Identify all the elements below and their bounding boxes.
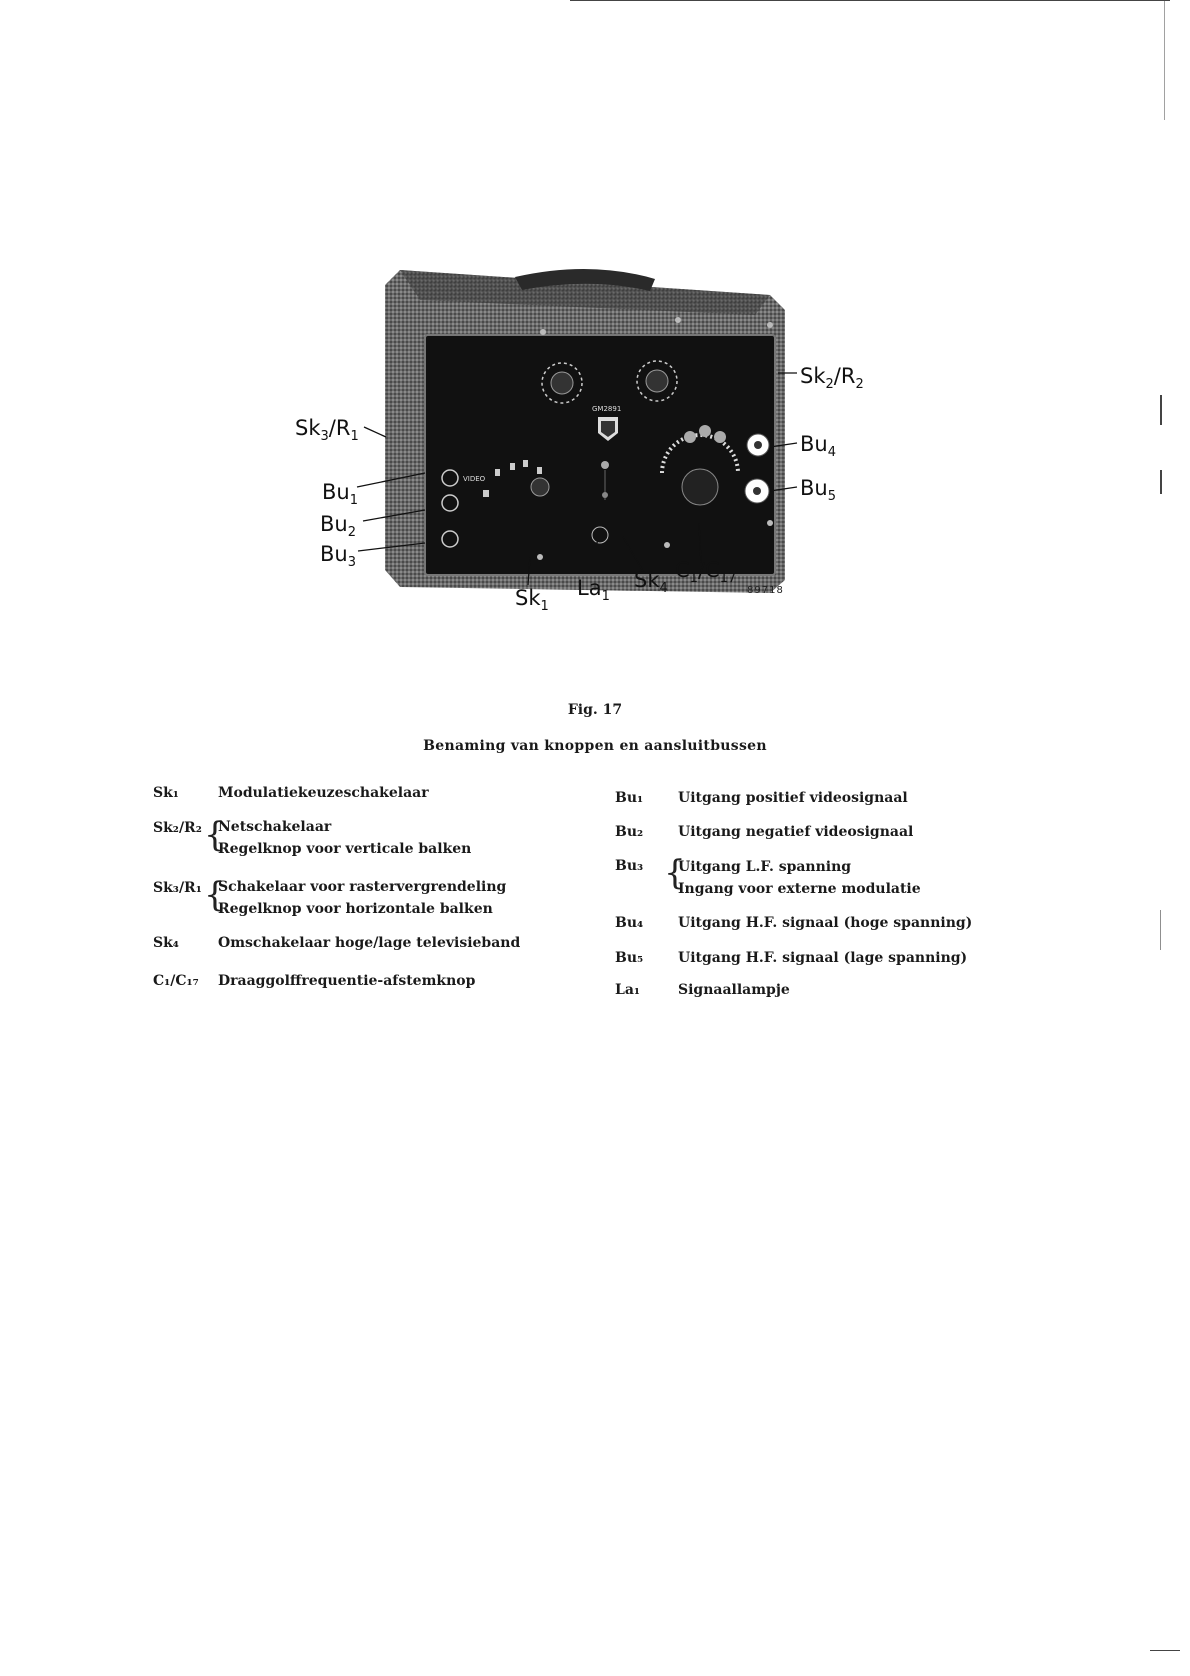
legend-text: Uitgang negatief videosignaal — [678, 824, 914, 840]
device-photo — [295, 255, 920, 675]
callout-bu1: $Bu_1$ — [322, 480, 358, 508]
legend-code: Sk₄ — [153, 935, 179, 951]
panel-video-label: VIDEO — [463, 475, 486, 483]
legend-left — [153, 785, 613, 1005]
callout-bu4: $Bu_4$ — [800, 432, 836, 460]
legend-code: Sk₃/R₁ — [153, 880, 202, 896]
scan-mark — [1160, 910, 1161, 950]
callout-bu3: $Bu_3$ — [320, 542, 356, 570]
legend-text: Signaallampje — [678, 982, 790, 998]
callout-bu5: $Bu_5$ — [800, 476, 836, 504]
legend-text: Uitgang L.F. spanning — [678, 859, 852, 875]
legend-brace: { — [204, 815, 226, 855]
legend-code: Bu₄ — [615, 915, 644, 931]
legend-code: Bu₅ — [615, 950, 644, 966]
legend-code: Sk₁ — [153, 785, 179, 801]
legend-right — [615, 790, 1035, 1010]
figure-subcaption: Benaming van knoppen en aansluitbussen — [423, 738, 767, 754]
legend-code: Sk₂/R₂ — [153, 820, 202, 836]
scan-mark — [1160, 470, 1162, 494]
legend-code: Bu₁ — [615, 790, 644, 806]
legend-text: Regelknop voor horizontale balken — [218, 901, 493, 917]
callout-sk1: $Sk_1$ — [515, 586, 549, 614]
callout-bu2: $Bu_2$ — [320, 512, 356, 540]
legend-text: Uitgang H.F. signaal (hoge spanning) — [678, 915, 973, 931]
legend-code: Bu₃ — [615, 858, 644, 874]
callout-c1-c17: $C_1/C_{17}$ — [675, 558, 737, 586]
panel-badge-text: GM2891 — [592, 405, 622, 413]
legend-text: Draaggolffrequentie-afstemknop — [218, 973, 476, 989]
device-photo-svg — [295, 255, 920, 675]
scan-mark — [1150, 1650, 1180, 1651]
scan-mark — [1160, 395, 1162, 425]
scan-edge-top — [570, 0, 1170, 1]
callout-sk4: $Sk_4$ — [634, 568, 668, 596]
callout-sk3-r1: $Sk_3/R_1$ — [295, 416, 359, 444]
legend-text: Omschakelaar hoge/lage televisieband — [218, 935, 521, 951]
front-panel — [425, 335, 775, 575]
legend-text: Ingang voor externe modulatie — [678, 881, 921, 897]
legend-text: Regelknop voor verticale balken — [218, 841, 472, 857]
legend-brace: { — [664, 853, 686, 893]
legend-code: Bu₂ — [615, 824, 644, 840]
figure-caption: Fig. 17 — [567, 702, 623, 718]
legend-text: Netschakelaar — [218, 819, 332, 835]
legend-brace: { — [204, 875, 226, 915]
photo-number: 89718 — [747, 585, 784, 596]
legend-text: Modulatiekeuzeschakelaar — [218, 785, 429, 801]
callout-la1: $La_1$ — [577, 576, 610, 604]
legend-code: C₁/C₁₇ — [153, 973, 199, 989]
scan-edge-right — [1164, 0, 1165, 120]
legend-text: Schakelaar voor rastervergrendeling — [218, 879, 507, 895]
callout-sk2-r2: $Sk_2/R_2$ — [800, 364, 864, 392]
legend-text: Uitgang positief videosignaal — [678, 790, 908, 806]
legend-text: Uitgang H.F. signaal (lage spanning) — [678, 950, 968, 966]
legend-code: La₁ — [615, 982, 641, 998]
